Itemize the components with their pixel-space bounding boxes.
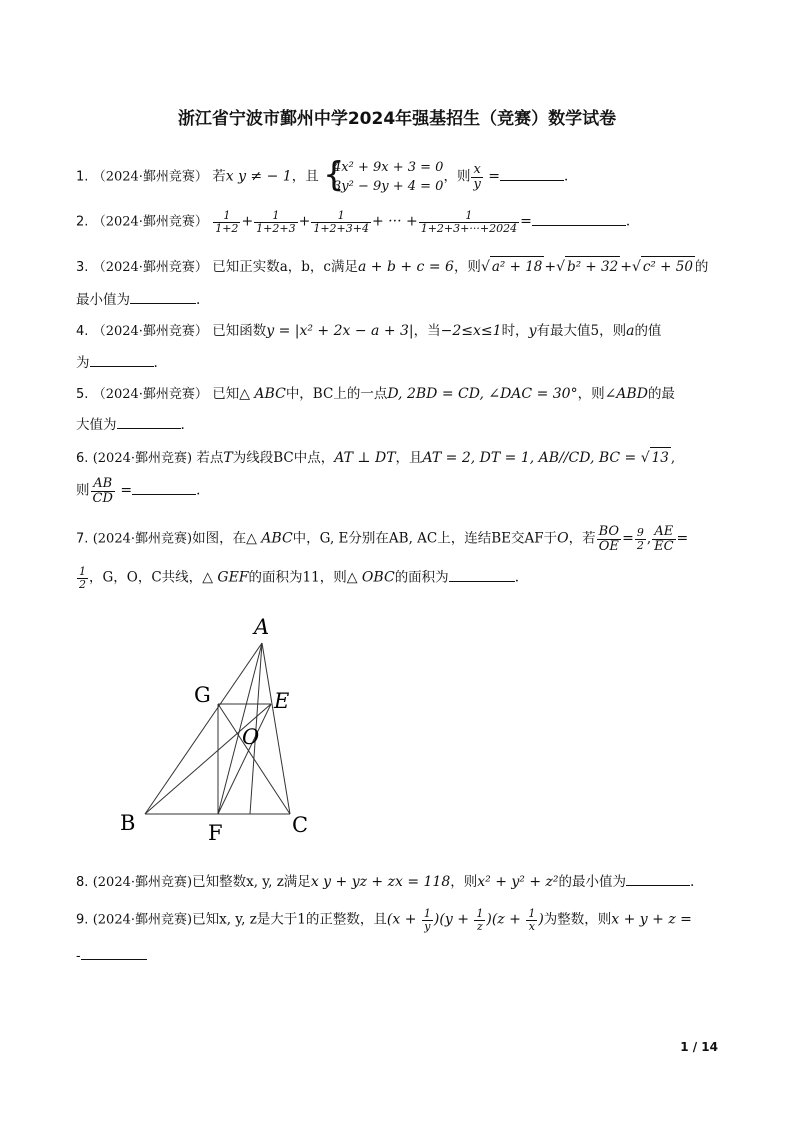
fraction-one-over-y [422,908,433,932]
answer-blank[interactable] [130,291,196,304]
denominator: x [528,919,535,933]
period: . [690,874,695,890]
question-text: 的 [694,259,709,275]
source-tag: （2024·鄞州竞赛） [92,324,208,339]
question-5 [76,384,718,405]
plus: + [620,259,632,275]
question-3 [76,256,718,278]
question-number: 9. [76,912,89,928]
question-2 [76,210,718,234]
question-text: 的最小值为 [558,874,627,890]
comma: , [670,450,676,466]
point-o: O [557,530,569,547]
source-tag: （2024·鄞州竞赛） [92,260,208,275]
period: . [153,355,158,371]
math-condition: x y + yz + zx = 118 [310,874,451,890]
numerator: 1 [419,210,519,223]
question-text: 的值 [634,323,662,339]
sqrt-sign: √ [480,259,490,275]
sqrt-sign: √ [640,450,650,466]
fraction-one-half [77,566,88,590]
question-text: ，且 [291,168,319,185]
triangle-label: △ GEF [202,569,249,586]
source-tag: （2024·鄞州竞赛） [92,214,208,230]
equals: = [520,213,532,230]
triangle-label: △ OBC [346,569,395,586]
brace: { [323,155,345,195]
segment-ac [262,643,290,814]
question-text: 已知正实数a，b，c满足 [212,259,358,275]
period: . [180,417,185,433]
page-number: 1 / 14 [680,1040,718,1054]
question-text: - [76,948,81,964]
fraction-x-over-y [471,163,482,191]
radicand: c² + 50 [641,256,695,277]
label-o: O [242,725,260,749]
label-g: G [194,683,211,707]
question-text: 则 [76,482,90,499]
question-number: 7. [76,531,89,547]
expression-part: (x + [386,911,421,928]
fraction-bo-over-oe [597,525,621,553]
question-text: ，则 [453,259,481,275]
denominator: EC [654,538,674,554]
source-tag: （2024·鄞州竞赛） [92,387,208,402]
answer-blank[interactable] [626,873,690,886]
source-tag: (2024·鄞州竞赛) [92,451,193,466]
source-tag: (2024·鄞州竞赛) [92,912,193,928]
numerator: 1 [79,565,86,578]
equals: = [622,530,634,547]
question-text: 为线段BC中点， [232,450,335,466]
label-e: E [274,689,290,713]
question-9 [76,908,718,932]
expression: x + y + z = [611,911,692,928]
equals: = [676,530,689,547]
question-text: 为 [76,355,90,371]
denominator: z [476,919,483,933]
question-text: 已知函数 [212,323,267,339]
question-text: 若 [212,168,226,185]
page-title: 浙江省宁波市鄞州中学2024年强基招生（竞赛）数学试卷 [177,109,617,129]
perpendicular-condition: AT ⊥ DT [334,450,396,466]
ellipsis: + ··· + [372,213,418,230]
source-tag: (2024·鄞州竞赛) [92,531,193,547]
question-text: 大值为 [76,417,117,433]
question-number: 6. [76,451,89,466]
fraction-one-over-z [474,908,485,932]
label-a: A [254,615,270,639]
denominator: OE [598,538,619,554]
period: . [196,482,201,499]
period: . [196,292,201,308]
function-expression: y = |x² + 2x − a + 3| [266,323,414,339]
question-text: ，G，O，C共线， [89,569,203,586]
answer-blank[interactable] [532,213,626,226]
question-1 [76,155,718,196]
question-text: 的面积为11，则 [248,569,347,586]
numerator: AE [652,525,675,540]
equation-1: 4x² + 9x + 3 = 0 [333,160,444,175]
question-text: 若点 [196,450,224,466]
answer-blank[interactable] [81,947,147,960]
source-tag: (2024·鄞州竞赛) [92,875,193,890]
fraction-ab-over-cd [91,477,115,505]
equation-system [323,155,444,196]
question-6 [76,447,718,469]
question-number: 2. [76,214,89,230]
period: . [564,168,569,185]
numerator: BO [598,524,620,539]
question-5-line-2 [76,415,718,435]
question-text: 的面积为 [394,569,449,586]
question-4 [76,321,718,342]
equals: = [115,482,133,499]
answer-blank[interactable] [449,569,515,582]
question-text: 时， [501,323,529,339]
denominator: CD [92,490,113,506]
question-7-line-2 [76,566,718,590]
fraction-term [419,210,519,234]
numerator: AB [91,477,115,492]
question-number: 3. [76,260,89,275]
triangle-label: △ ABC [239,386,286,402]
question-text: 已知x, y, z是大于1的正整数，且 [192,911,387,928]
radicand: b² + 32 [565,256,620,277]
sqrt-sign: √ [631,259,641,275]
question-7 [76,525,718,553]
math-condition: AT = 2, DT = 1, AB//CD, BC = [422,450,641,466]
question-text: 的最 [647,386,675,402]
denominator: 1+2 [215,221,239,235]
question-text: ，则 [577,386,605,402]
plus: + [544,259,557,275]
question-number: 4. [76,324,89,339]
segment-ef [218,704,271,814]
denominator: 1+2+3+4 [313,221,369,235]
variable-y: y [528,323,537,339]
question-text: ，当 [413,323,441,339]
question-text: ，则 [443,168,471,185]
period: . [514,569,519,586]
triangle-label: △ ABC [246,530,293,547]
question-text: ，若 [568,530,596,547]
question-text: ，则 [450,874,478,890]
question-text: 有最大值5，则 [536,323,627,339]
fraction-term [213,210,240,234]
expression-part: )(z + [486,911,526,928]
question-text: 为整数，则 [543,911,612,928]
fraction-one-over-x [526,908,537,932]
question-number: 1. [76,169,89,185]
equals: = [483,168,501,185]
denominator: 2 [79,577,86,591]
geometry-figure [110,610,320,850]
question-text: 最小值为 [76,292,130,308]
sqrt-sign: √ [556,259,566,275]
question-text: 中，BC上的一点 [285,386,388,402]
numerator: 1 [476,907,484,920]
fraction-term [254,210,297,234]
range-condition: −2≤x≤1 [440,323,502,339]
math-condition: a + b + c = 6 [357,259,454,275]
numerator: 1 [423,907,431,920]
numerator: 9 [636,526,644,540]
question-number: 5. [76,387,89,402]
answer-blank[interactable] [132,482,196,495]
question-number: 8. [76,875,89,890]
question-text: 已知整数x, y, z满足 [192,874,311,890]
radicand: 13 [650,447,671,468]
plus: + [241,213,254,230]
math-condition: D, 2BD = CD, ∠DAC = 30° [387,386,578,402]
radicand: a² + 18 [490,256,545,277]
label-f: F [208,821,223,845]
expression-part: ) [538,911,544,928]
denominator: y [424,919,431,933]
numerator: 1 [254,210,297,223]
expression: x² + y² + z² [477,874,559,890]
answer-blank[interactable] [90,354,154,367]
period: . [625,213,631,230]
answer-blank[interactable] [500,168,564,181]
fraction-term [311,210,371,234]
question-6-line-2 [76,477,718,505]
expression-part: )(y + [433,911,474,928]
variable-a: a [626,323,635,339]
question-8 [76,872,718,893]
label-b: B [120,811,136,835]
comma: , [646,530,652,547]
question-9-line-2 [76,946,718,966]
question-text: 中，G, E分别在AB, AC上，连结BE交AF于 [292,530,558,547]
label-c: C [292,813,309,837]
angle-label: ∠ABD [604,386,648,402]
question-text: 如图，在 [192,530,247,547]
answer-blank[interactable] [117,416,181,429]
numerator: 1 [311,210,371,223]
numerator: 1 [213,210,240,223]
question-text: ，且 [395,450,423,466]
denominator: 1+2+3 [256,221,296,235]
denominator: 1+2+3+···+2024 [420,221,518,235]
fraction-nine-halves [635,527,646,551]
numerator: x [471,163,482,178]
equation-2: 3y² − 9y + 4 = 0 [333,179,444,194]
denominator: 2 [636,538,644,552]
plus: + [298,213,311,230]
numerator: 1 [528,907,536,920]
math-condition: x y ≠ − 1 [225,168,292,185]
question-4-line-2 [76,353,718,373]
segment-be [145,704,271,814]
fraction-ae-over-ec [652,525,675,553]
denominator: y [473,176,481,192]
point-t: T [223,450,233,466]
question-text: 已知 [212,386,240,402]
question-3-line-2 [76,290,718,310]
source-tag: （2024·鄞州竞赛） [92,169,208,185]
